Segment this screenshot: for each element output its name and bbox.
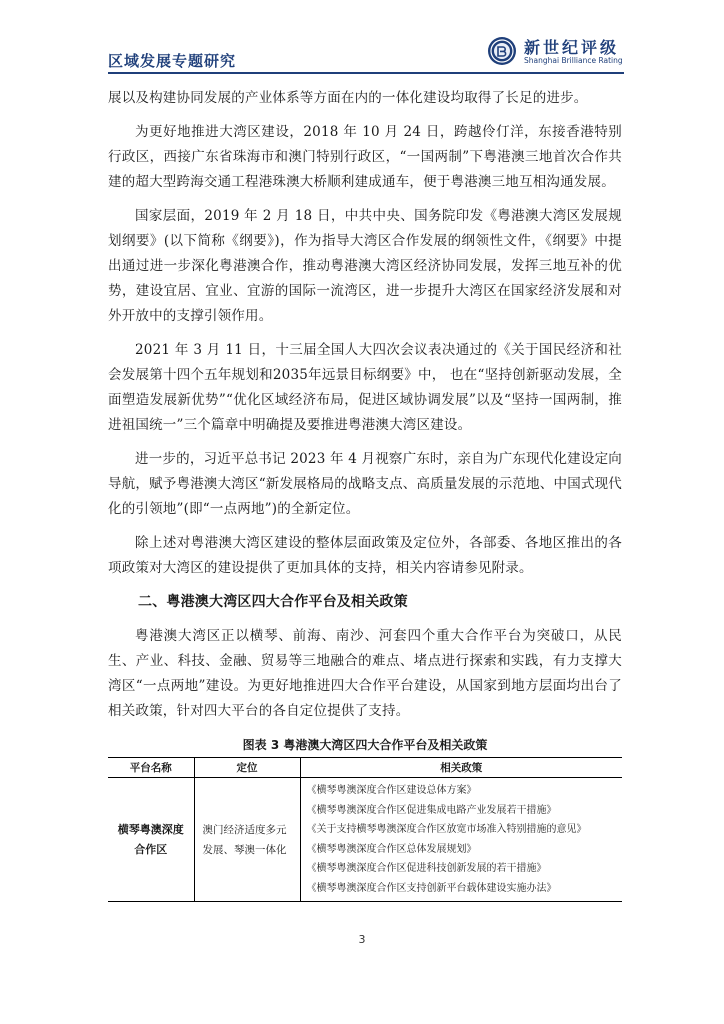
table-row [108,778,622,902]
paragraph-14th-five-year: 2021 年 3 月 11 日，十三届全国人大四次会议表决通过的《关于国民经济和社会发展第十四个五年规划和2035年远景目标纲要》中， 也在“坚持创新驱动发展，全面塑造发展新优势”“优化区域经济布局，促进区域协调发展”以及“坚持一国两制，推进祖国统一”三个篇章中明确提及要推进粤港澳大湾区建设。 [108,342,622,433]
platform-position: 澳门经济适度多元发展、琴澳一体化 [194,778,300,902]
policy-item: 《横琴粤澳深度合作区建设总体方案》 [306,785,477,796]
header-title: 区域发展专题研究 [108,52,237,70]
column-header: 定位 [194,758,300,778]
policy-item: 《横琴粤澳深度合作区总体发展规划》 [306,843,477,855]
policy-item: 《横琴粤澳深度合作区促进科技创新发展的若干措施》 [306,863,547,874]
logo-chinese-name: 新世纪评级 [524,38,620,57]
policy-list [300,778,622,902]
policy-table [108,757,622,902]
paragraph-appendix-ref: 除上述对粤港澳大湾区建设的整体层面政策及定位外，各部委、各地区推出的各项政策对大湾区的建设提供了更加具体的支持，相关内容请参见附录。 [108,535,622,576]
table-header-row [108,758,622,778]
column-header: 相关政策 [300,758,622,778]
paragraph-new-positioning: 进一步的，习近平总书记 2023 年 4 月视察广东时，亲自为广东现代化建设定向导航，赋予粤港澳大湾区“新发展格局的战略支点、高质量发展的示范地、中国式现代化的引领地”(即“一点两地”)的全新定位。 [108,451,623,517]
header-divider [108,72,624,74]
logo-english-name: Shanghai Brilliance Rating [524,56,623,65]
paragraph-four-platforms: 粤港澳大湾区正以横琴、前海、南沙、河套四个重大合作平台为突破口，从民生、产业、科技、金融、贸易等三地融合的难点、堵点进行探索和实践，有力支撑大湾区“一点两地”建设。为更好地推进四大合作平台建设，从国家到地方层面均出台了相关政策，针对四大平台的各自定位提供了支持。 [108,628,622,719]
section-heading: 二、粤港澳大湾区四大合作平台及相关政策 [138,594,408,610]
paragraph-continuation: 展以及构建协同发展的产业体系等方面在内的一体化建设均取得了长足的进步。 [108,90,588,106]
policy-item: 《横琴粤澳深度合作区促进集成电路产业发展若干措施》 [306,804,557,816]
main-content [108,86,622,733]
page-number: 3 [358,933,366,946]
brand-emblem-icon [487,36,517,66]
policy-item: 《横琴粤澳深度合作区支持创新平台载体建设实施办法》 [306,882,557,894]
column-header: 平台名称 [108,758,194,778]
table-caption: 图表 3 粤港澳大湾区四大合作平台及相关政策 [242,738,488,752]
platform-name: 横琴粤澳深度合作区 [108,778,194,902]
brand-logo [487,34,625,70]
paragraph-bridge: 为更好地推进大湾区建设，2018 年 10 月 24 日，跨越伶仃洋，东接香港特别行政区，西接广东省珠海市和澳门特别行政区，“一国两制”下粤港澳三地首次合作共建的超大型跨海交通工程港珠澳大桥顺利建成通车，便于粤港澳三地互相沟通发展。 [108,124,622,190]
policy-item: 《关于支持横琴粤澳深度合作区放宽市场准入特别措施的意见》 [306,824,587,835]
paragraph-national-plan: 国家层面，2019 年 2 月 18 日，中共中央、国务院印发《粤港澳大湾区发展规划纲要》(以下简称《纲要》)，作为指导大湾区合作发展的纲领性文件，《纲要》中提出通过进一步深化粤港澳合作，推动粤港澳大湾区经济协同发展，发挥三地互补的优势，建设宜居、宜业、宜游的国际一流湾区，进一步提升大湾区在国家经济发展和对外开放中的支撑引领作用。 [108,208,622,324]
